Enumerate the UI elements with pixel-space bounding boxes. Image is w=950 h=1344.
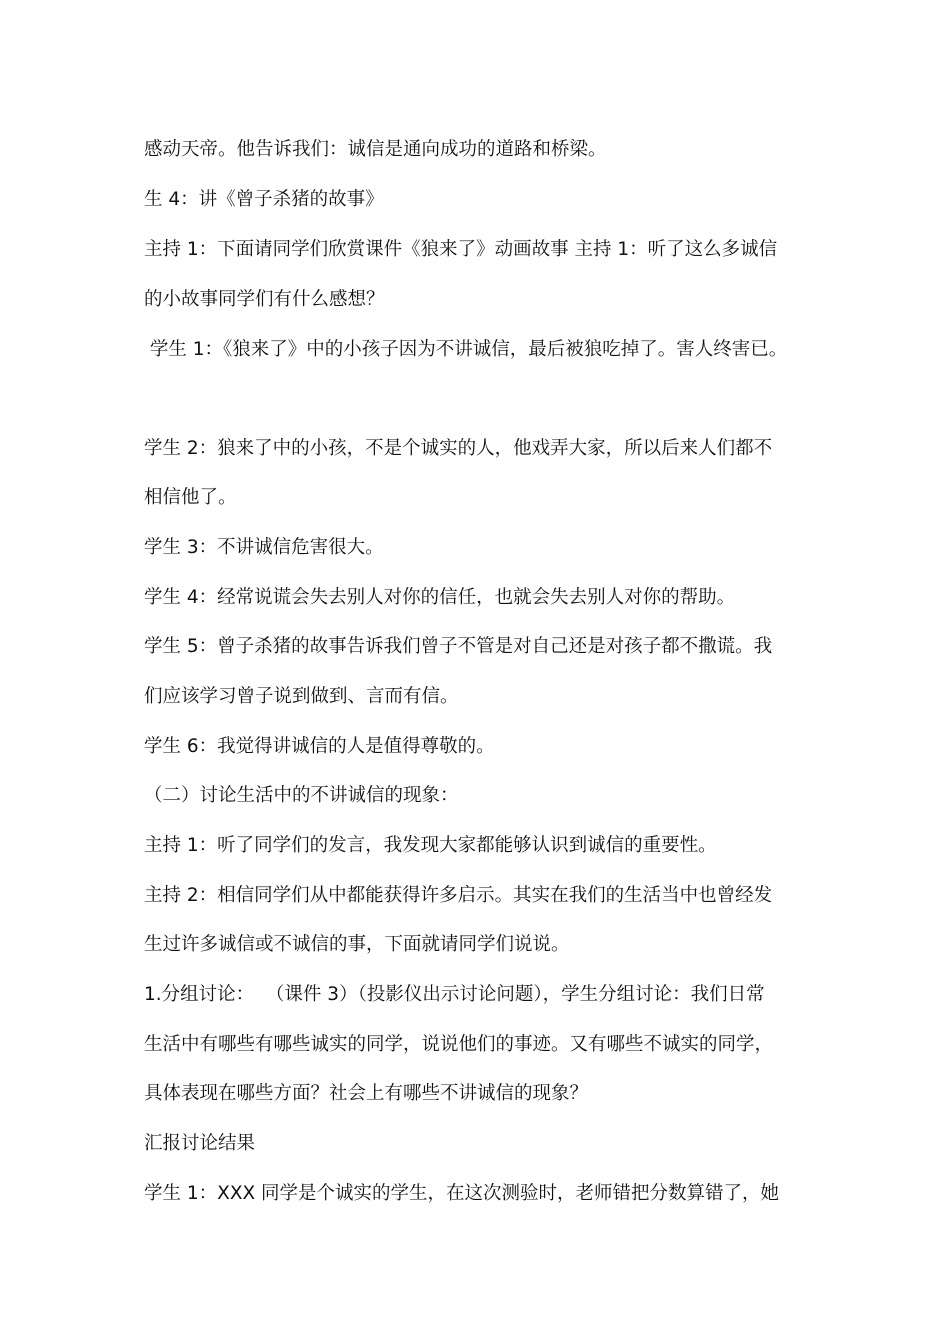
- text-line: 学生 3：不讲诚信危害很大。: [144, 537, 384, 558]
- section-heading: （二）讨论生活中的不讲诚信的现象：: [144, 785, 459, 806]
- text-line: 的小故事同学们有什么感想？: [144, 289, 385, 310]
- text-line: 主持 1：下面请同学们欣赏课件《狼来了》动画故事 主持 1：听了这么多诚信: [144, 239, 778, 260]
- text-line: 生过许多诚信或不诚信的事，下面就请同学们说说。: [144, 934, 570, 955]
- text-line: 学生 1：《狼来了》中的小孩子因为不讲诚信，最后被狼吃掉了。害人终害已。: [144, 339, 788, 360]
- text-line: 相信他了。: [144, 487, 237, 508]
- text-line: 学生 2：狼来了中的小孩，不是个诚实的人，他戏弄大家，所以后来人们都不: [144, 438, 773, 459]
- text-line: 学生 6：我觉得讲诚信的人是值得尊敬的。: [144, 736, 495, 757]
- text-line: 生活中有哪些有哪些诚实的同学，说说他们的事迹。又有哪些不诚实的同学，: [144, 1034, 774, 1055]
- text-line: 主持 1：听了同学们的发言，我发现大家都能够认识到诚信的重要性。: [144, 835, 717, 856]
- text-line: 学生 1：XXX 同学是个诚实的学生，在这次测验时，老师错把分数算错了，她: [144, 1183, 780, 1204]
- text-line: 1.分组讨论： （课件 3）（投影仪出示讨论问题），学生分组讨论：我们日常: [144, 984, 765, 1005]
- text-line: 生 4：讲《曾子杀猪的故事》: [144, 189, 384, 210]
- text-line: 学生 4：经常说谎会失去别人对你的信任，也就会失去别人对你的帮助。: [144, 587, 736, 608]
- text-line: 具体表现在哪些方面？社会上有哪些不讲诚信的现象？: [144, 1083, 589, 1104]
- text-line: 汇报讨论结果: [144, 1133, 256, 1154]
- text-line: 们应该学习曾子说到做到、言而有信。: [144, 686, 459, 707]
- text-line: 主持 2：相信同学们从中都能获得许多启示。其实在我们的生活当中也曾经发: [144, 885, 773, 906]
- text-line: 感动天帝。他告诉我们：诚信是通向成功的道路和桥梁。: [144, 139, 607, 160]
- text-line: 学生 5：曾子杀猪的故事告诉我们曾子不管是对自己还是对孩子都不撒谎。我: [144, 636, 773, 657]
